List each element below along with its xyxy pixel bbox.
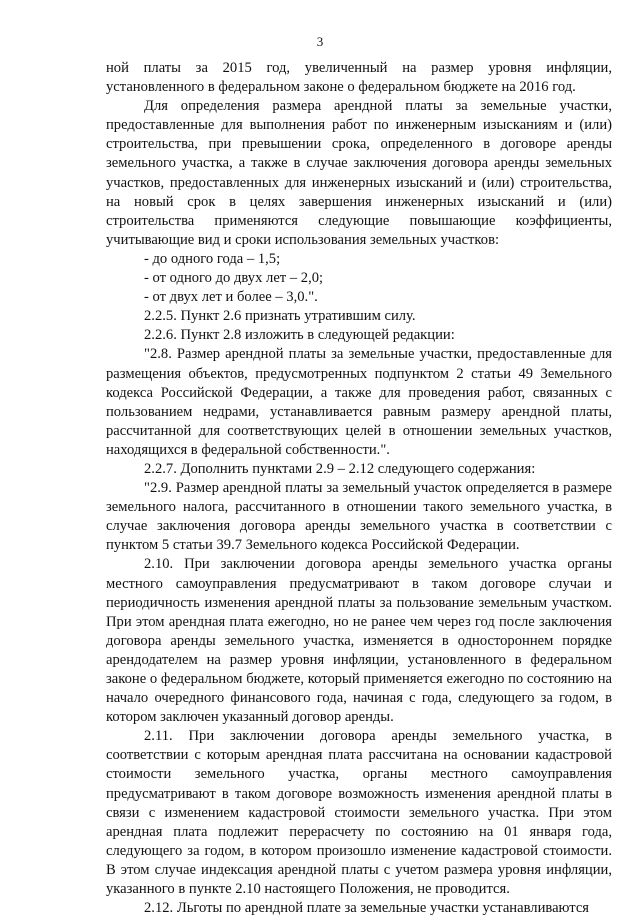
- paragraph: "2.9. Размер арендной платы за земельный участок определяется в размере земельного налога, рассчитанного в отношении такого земельного участка, в случае заключения договора аренды земельного участка в соответствии с пунктом 5 статьи 39.7 Земельного кодекса Российской Федерации.: [106, 480, 612, 554]
- paragraph: - от двух лет и более – 3,0.".: [144, 289, 318, 306]
- paragraph: 2.2.5. Пункт 2.6 признать утратившим силу.: [144, 308, 416, 325]
- paragraph: - от одного до двух лет – 2,0;: [144, 270, 324, 287]
- paragraph: 2.12. Льготы по арендной плате за земельные участки устанавливаются: [144, 900, 590, 917]
- paragraph: 2.2.6. Пункт 2.8 изложить в следующей редакции:: [144, 327, 455, 344]
- paragraph: 2.11. При заключении договора аренды земельного участка, в соответствии с которым арендная плата рассчитана на основании кадастровой стоимости земельного участка, органы местного самоуправления предусматривают в таком договоре возможность изменения арендной платы в связи с изменением кадастровой стоимости земельного участка. При этом арендная плата подлежит перерасчету по состоянию на 01 января года, следующего за годом, в котором произошло изменение кадастровой стоимости. В этом случае индексация арендной платы с учетом размера уровня инфляции, указанного в пункте 2.10 настоящего Положения, не проводится.: [106, 728, 612, 898]
- paragraph: 2.10. При заключении договора аренды земельного участка органы местного самоуправления предусматривают в таком договоре случаи и периодичность изменения арендной платы за пользование земельным участком. При этом арендная плата ежегодно, но не ранее чем через год после заключения договора аренды земельного участка, изменяется в одностороннем порядке арендодателем на размер уровня инфляции, установленного в федеральном законе о федеральном бюджете, который применяется ежегодно по состоянию на начало очередного финансового года, начиная с года, следующего за годом, в котором заключен указанный договор аренды.: [106, 556, 612, 726]
- paragraph: 2.2.7. Дополнить пунктами 2.9 – 2.12 следующего содержания:: [144, 460, 536, 477]
- paragraph: ной платы за 2015 год, увеличенный на размер уровня инфляции, установленного в федеральном законе о федеральном бюджете на 2016 год.: [106, 60, 612, 96]
- paragraph: Для определения размера арендной платы за земельные участки, предоставленные для выполнения работ по инженерным изысканиям и (или) строительства, при превышении срока, определенного в договоре аренды земельного участка, а также в случае заключения договора аренды земельных участков, предоставленных для инженерных изысканий и (или) строительства, на новый срок в целях завершения инженерных изысканий и (или) строительства применяются следующие повышающие коэффициенты, учитывающие вид и сроки использования земельных участков:: [106, 98, 612, 248]
- page-number: 3: [316, 34, 324, 49]
- paragraph: - до одного года – 1,5;: [144, 250, 281, 267]
- paragraph: "2.8. Размер арендной платы за земельные участки, предоставленные для размещения объектов, предусмотренных подпунктом 2 статьи 49 Земельного кодекса Российской Федерации, а также для проведения работ, связанных с пользованием недрами, устанавливается равным размеру арендной платы, рассчитанной для соответствующих целей в отношении земельных участков, находящихся в федеральной собственности.".: [106, 346, 612, 458]
- document-body: [106, 59, 612, 918]
